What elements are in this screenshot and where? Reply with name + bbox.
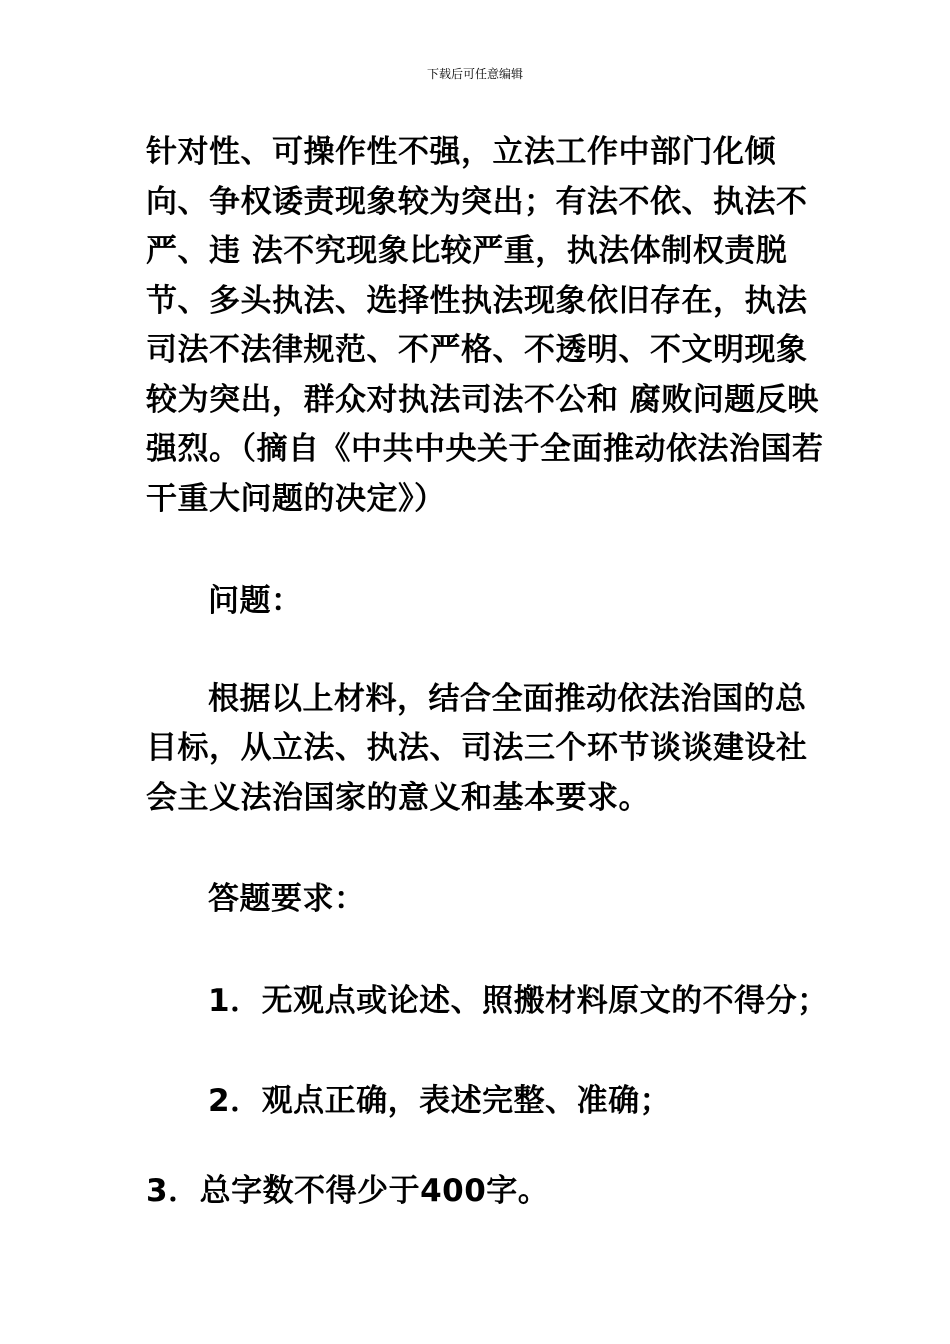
material-paragraph: 针对性、可操作性不强，立法工作中部门化倾向、争权诿责现象较为突出；有法不依、执法不严、违 法不究现象比较严重，执法体制权责脱节、多头执法、选择性执法现象依旧存在，执法司法不法律规范、不严格、不透明、不文明现象较为突出，群众对执法司法不公和 腐败问题反映强烈。（摘自《中共中央关于全面推动依法治国若干重大问题的决定》） [146,134,824,517]
page-header: 下载后可任意编辑 [426,67,523,81]
question-label: 问题： [208,583,303,619]
document-body [146,128,829,1216]
requirement-item: 3．总字数不得少于400字。 [146,1172,550,1209]
requirements-label: 答题要求： [208,881,366,917]
requirement-item: 2．观点正确，表述完整、准确； [208,1083,672,1119]
requirement-item: 1．无观点或论述、照搬材料原文的不得分； [208,982,829,1019]
question-body: 根据以上材料，结合全面推动依法治国的总目标，从立法、执法、司法三个环节谈谈建设社会主义法治国家的意义和基本要求。 [146,680,808,816]
